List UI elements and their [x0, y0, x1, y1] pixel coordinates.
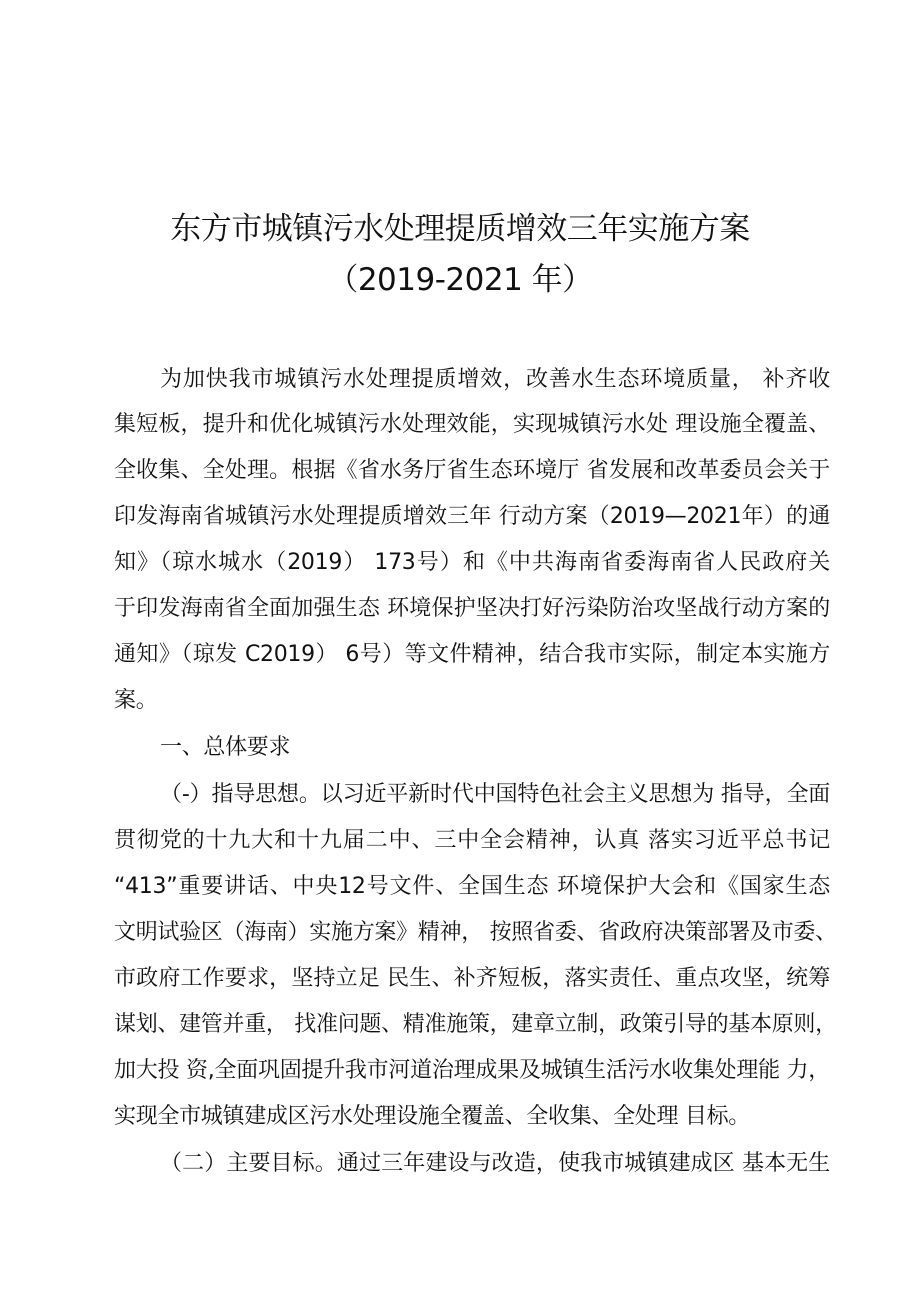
paragraph-line: 案。: [114, 688, 158, 713]
paragraph-line: 贯彻党的十九大和十九届二中、三中全会精神，认真 落实习近平总书记: [114, 828, 830, 853]
document-title: 东方市城镇污水处理提质增效三年实施方案: [170, 211, 750, 247]
paragraph-line: 于印发海南省全面加强生态 环境保护坚决打好污染防治攻坚战行动方案的: [114, 596, 830, 621]
paragraph-line: 加大投 资,全面巩固提升我市河道治理成果及城镇生活污水收集处理能 力，: [114, 1058, 830, 1083]
paragraph-line: 印发海南省城镇污水处理提质增效三年 行动方案（2019—2021年）的通: [114, 504, 830, 529]
paragraph-line: 实现全市城镇建成区污水处理设施全覆盖、全收集、全处理 目标。: [114, 1104, 750, 1129]
document-subtitle: （2019-2021 年）: [327, 262, 593, 298]
paragraph-line: 全收集、全处理。根据《省水务厅省生态环境厅 省发展和改革委员会关于: [114, 458, 830, 483]
paragraph-line: （二）主要目标。通过三年建设与改造，使我市城镇建成区 基本无生: [160, 1151, 830, 1176]
paragraph-line: 通知》（琼发 C2019） 6号）等文件精神，结合我市实际，制定本实施方: [114, 642, 830, 667]
paragraph-line: 集短板，提升和优化城镇污水处理效能，实现城镇污水处 理设施全覆盖、: [114, 412, 830, 437]
section-heading: 一、总体要求: [160, 735, 291, 760]
paragraph-line: 谋划、建管并重， 找准问题、精准施策，建章立制，政策引导的基本原则，: [114, 1012, 837, 1037]
paragraph-line: 知》（琼水城水（2019） 173号）和《中共海南省委海南省人民政府关: [114, 550, 830, 575]
paragraph-line: “413”重要讲话、中央12号文件、全国生态 环境保护大会和《国家生态: [114, 874, 830, 899]
paragraph-line: （-）指导思想。以习近平新时代中国特色社会主义思想为 指导，全面: [160, 782, 830, 807]
paragraph-line: 文明试验区（海南）实施方案》精神， 按照省委、省政府决策部署及市委、: [114, 920, 837, 945]
paragraph-line: 为加快我市城镇污水处理提质增效，改善水生态环境质量， 补齐收: [160, 367, 830, 392]
paragraph-line: 市政府工作要求，坚持立足 民生、补齐短板，落实责任、重点攻坚，统筹: [114, 966, 830, 991]
